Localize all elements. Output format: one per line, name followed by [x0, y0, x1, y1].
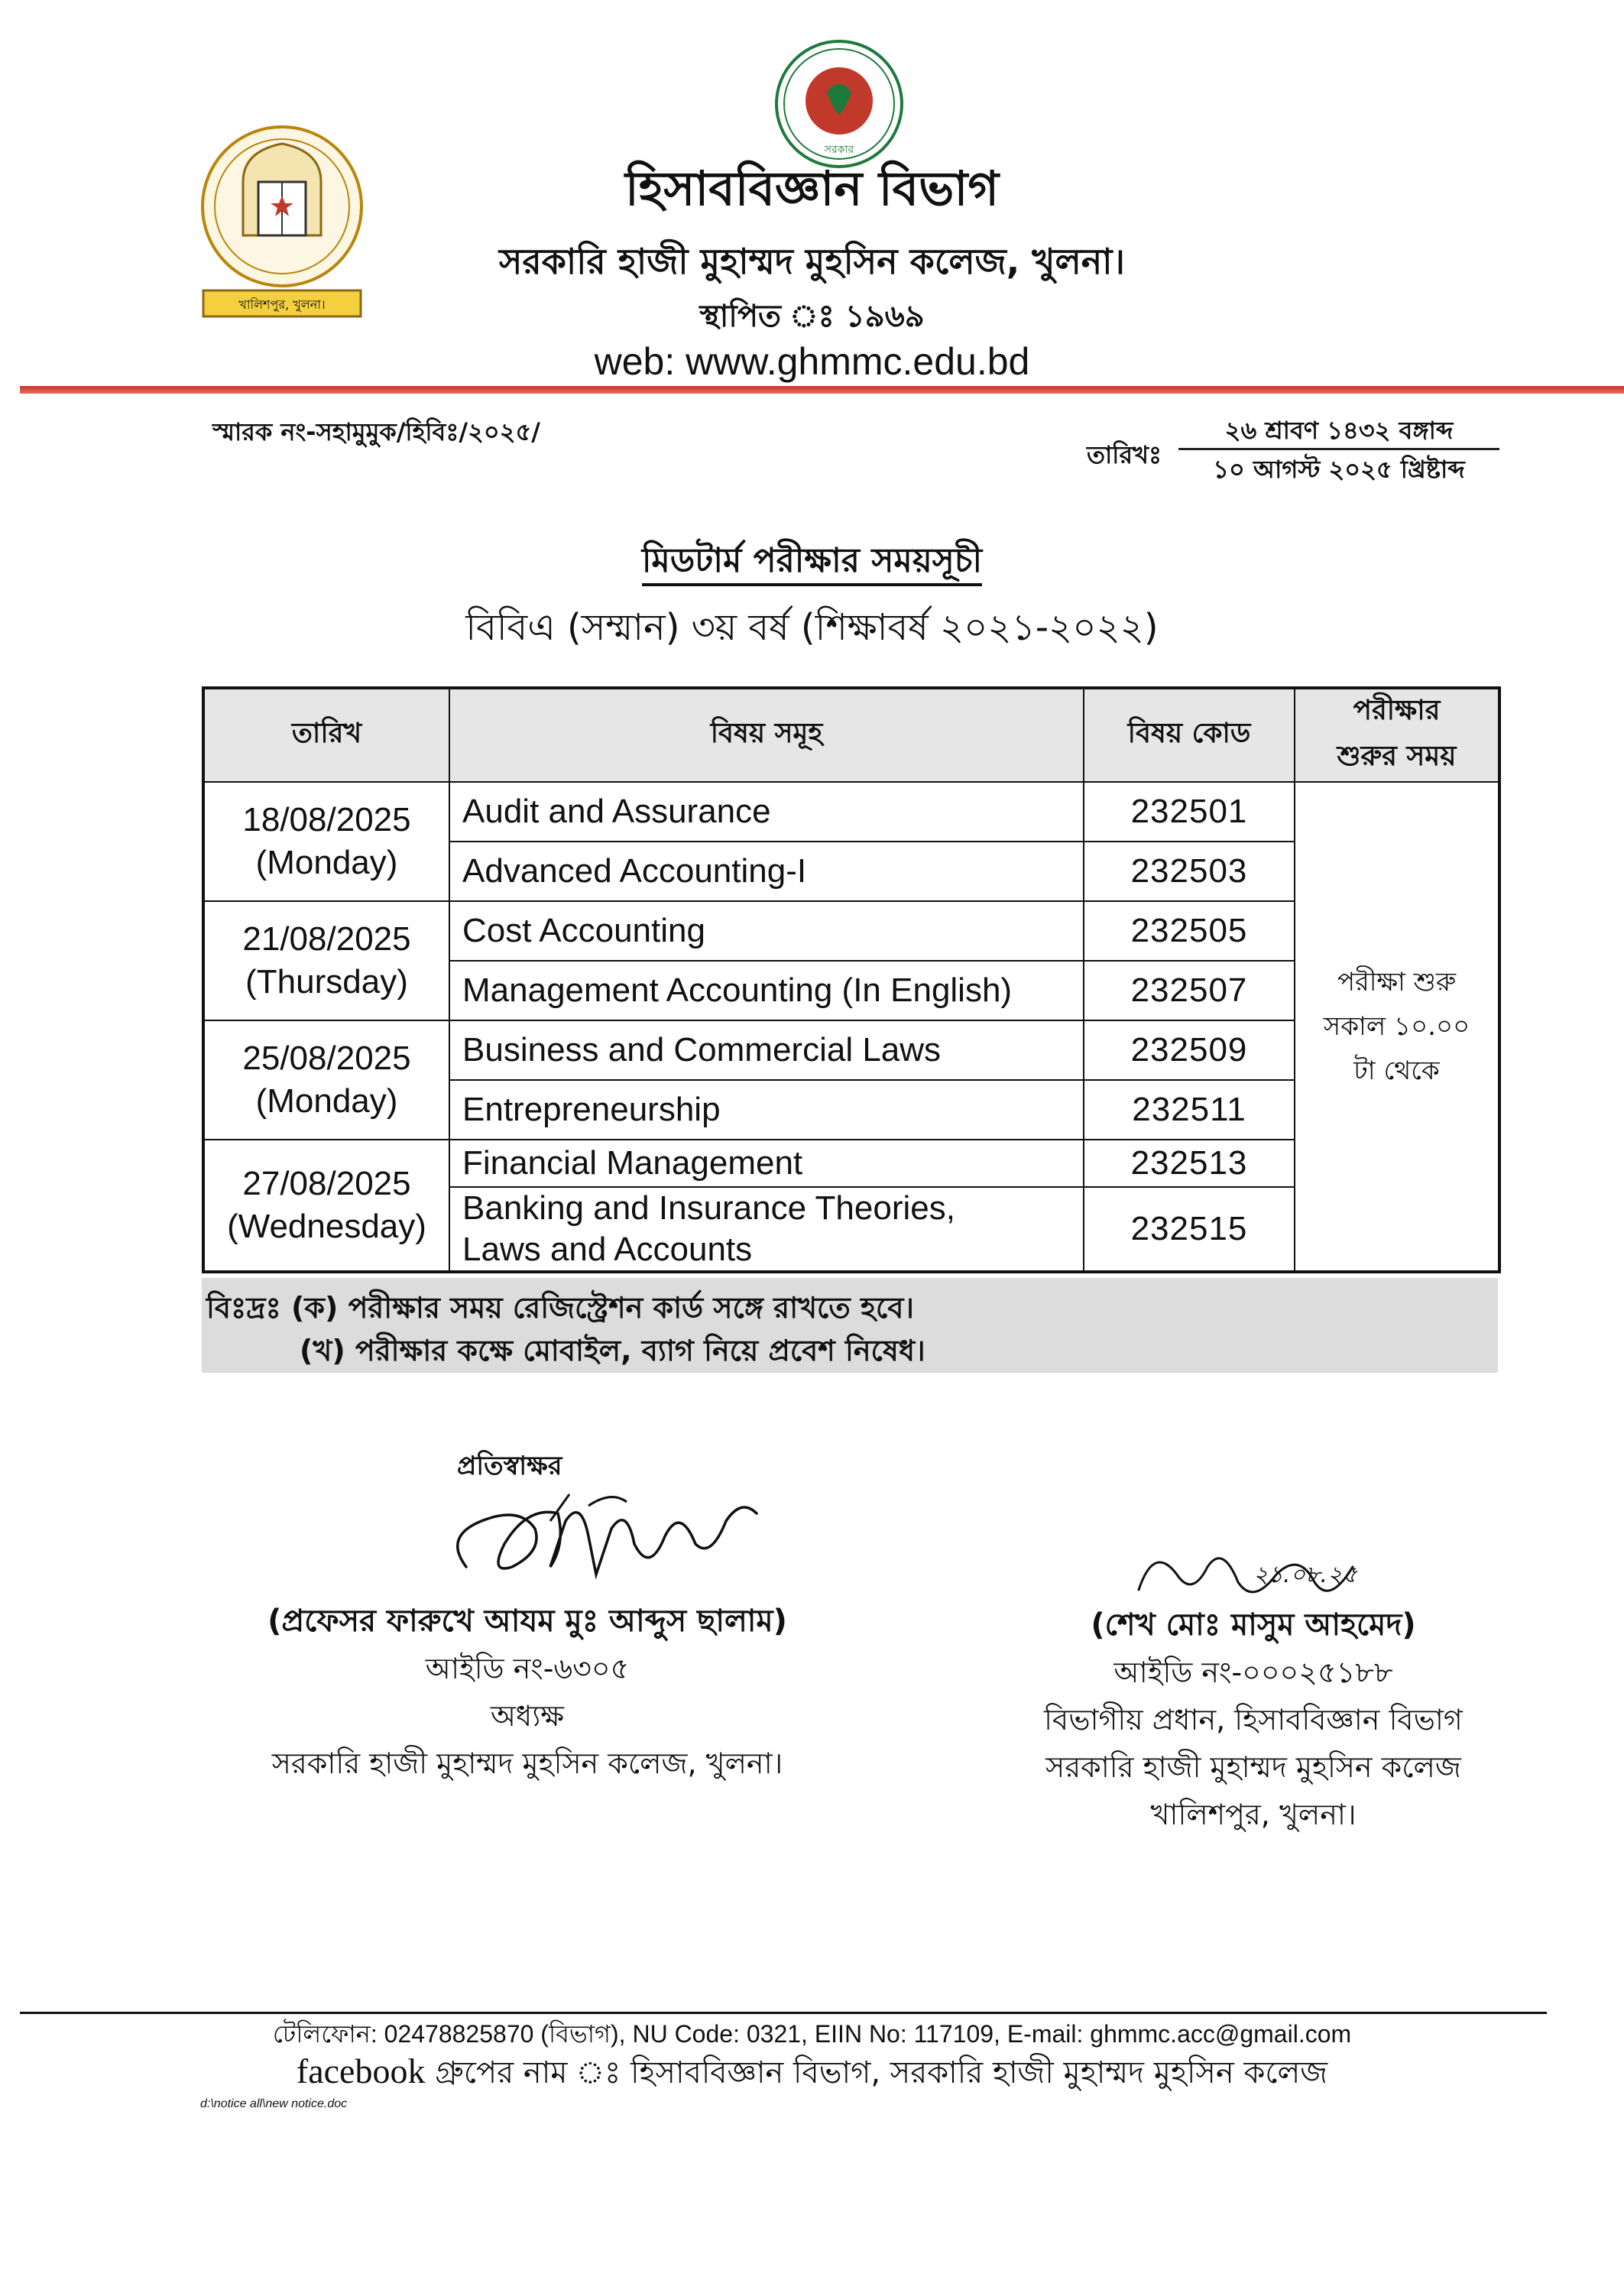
footer-divider	[20, 2012, 1547, 2014]
date-cell	[203, 1140, 449, 1272]
date-bangla: ২৬ শ্রাবণ ১৪৩২ বঙ্গাব্দ	[1224, 416, 1454, 445]
principal-institution: সরকারি হাজী মুহাম্মদ মুহসিন কলেজ, খুলনা।	[271, 1747, 783, 1780]
program-line: বিবিএ (সম্মান) ৩য় বর্ষ (শিক্ষাবর্ষ ২০২১-২০২২)	[465, 606, 1159, 649]
logo-caption: খালিশপুর, খুলনা।	[238, 297, 326, 312]
subject-name: Audit and Assurance	[449, 782, 1084, 842]
memo-reference: স্মারক নং-সহামুমুক/হিবিঃ/২০২৫/	[212, 417, 540, 446]
countersign-label: প্রতিস্বাক্ষর	[457, 1451, 562, 1481]
column-header-date: তারিখ	[203, 688, 449, 782]
established-year: স্থাপিত ঃ ১৯৬৯	[699, 299, 925, 334]
seal-text: সরকার	[824, 144, 854, 156]
exam-day: (Monday)	[255, 1082, 398, 1120]
subject-name-line1: Banking and Insurance Theories,	[462, 1189, 955, 1227]
start-time-cell	[1295, 782, 1499, 1272]
exam-day: (Wednesday)	[227, 1208, 426, 1245]
start-time-header-line2: শুরুর সময়	[1337, 741, 1457, 772]
exam-date: 21/08/2025	[242, 920, 411, 958]
start-time-line3: টা থেকে	[1353, 1056, 1440, 1086]
subject-name: Management Accounting (In English)	[449, 961, 1084, 1020]
exam-date: 18/08/2025	[242, 801, 411, 838]
note-b: (খ) পরীক্ষার কক্ষে মোবাইল, ব্যাগ নিয়ে প্রবেশ নিষেধ।	[300, 1334, 925, 1367]
head-id: আইডি নং-০০০২৫১৮৮	[1113, 1656, 1393, 1689]
exam-day: (Thursday)	[245, 963, 408, 1001]
subject-code: 232503	[1084, 842, 1295, 901]
column-header-code: বিষয় কোড	[1084, 688, 1295, 782]
head-location: খালিশপুর, খুলনা।	[1150, 1798, 1357, 1831]
subject-name: Advanced Accounting-I	[449, 842, 1084, 901]
table-row	[203, 782, 1499, 842]
start-time-line1: পরীক্ষা শুরু	[1337, 967, 1457, 997]
principal-name: (প্রফেসর ফারুখে আযম মুঃ আব্দুস ছালাম)	[267, 1604, 787, 1639]
subject-code: 232501	[1084, 782, 1295, 842]
head-title: বিভাগীয় প্রধান, হিসাববিজ্ঞান বিভাগ	[1044, 1703, 1463, 1737]
date-cell	[203, 901, 449, 1020]
subject-name: Cost Accounting	[449, 901, 1084, 961]
start-time-line2: সকাল ১০.০০	[1323, 1011, 1470, 1042]
file-path: d:\notice all\new notice.doc	[200, 2097, 348, 2110]
head-signatory-block	[909, 1601, 1597, 1838]
exam-day: (Monday)	[255, 844, 398, 881]
column-header-subjects: বিষয় সমূহ	[449, 688, 1084, 782]
subject-name: Entrepreneurship	[449, 1080, 1084, 1140]
principal-title: অধ্যক্ষ	[490, 1699, 564, 1733]
college-name: সরকারি হাজী মুহাম্মদ মুহসিন কলেজ, খুলনা।	[499, 241, 1125, 282]
date-box	[1178, 413, 1499, 488]
department-title: হিসাববিজ্ঞান বিভাগ	[625, 161, 999, 216]
note-a: বিঃদ্রঃ (ক) পরীক্ষার সময় রেজিস্ট্রেশন কার্ড সঙ্গে রাখতে হবে।	[206, 1291, 915, 1325]
header-divider	[20, 386, 1624, 394]
website-url[interactable]: web: www.ghmmc.edu.bd	[594, 340, 1030, 383]
exam-date: 27/08/2025	[242, 1165, 411, 1202]
subject-code: 232515	[1084, 1187, 1295, 1272]
subject-code: 232513	[1084, 1140, 1295, 1187]
signature-date: ২১.০৮.২৫	[1253, 1562, 1357, 1588]
head-name: (শেখ মোঃ মাসুম আহমেদ)	[1091, 1607, 1416, 1643]
start-time-header-line1: পরীক্ষার	[1353, 695, 1441, 726]
principal-id: আইডি নং-৬৩০৫	[425, 1652, 630, 1685]
exam-date: 25/08/2025	[242, 1039, 411, 1077]
schedule-title	[0, 535, 1624, 591]
exam-schedule-table	[202, 686, 1501, 1273]
facebook-word: facebook	[296, 2051, 426, 2090]
footer-facebook	[0, 2048, 1624, 2100]
subject-code: 232505	[1084, 901, 1295, 961]
principal-signature	[436, 1475, 802, 1597]
subject-name-line2: Laws and Accounts	[462, 1231, 753, 1268]
column-header-start-time	[1295, 688, 1499, 782]
schedule-title-text: মিডটার্ম পরীক্ষার সময়সূচী	[642, 541, 982, 586]
subject-code: 232507	[1084, 961, 1295, 1020]
date-cell	[203, 782, 449, 901]
subject-code: 232511	[1084, 1080, 1295, 1140]
subject-name	[449, 1187, 1084, 1272]
notes-box	[202, 1278, 1498, 1373]
facebook-group-text: গ্রুপের নাম ঃ হিসাববিজ্ঞান বিভাগ, সরকারি হাজী মুহাম্মদ মুহসিন কলেজ	[425, 2055, 1328, 2090]
table-header-row	[203, 688, 1499, 782]
subject-name: Business and Commercial Laws	[449, 1020, 1084, 1080]
government-seal	[773, 38, 905, 170]
subject-name: Financial Management	[449, 1140, 1084, 1187]
footer-contact: টেলিফোন: 02478825870 (বিভাগ), NU Code: 0321, EIIN No: 117109, E-mail: ghmmc.acc@gmail.com	[272, 2020, 1352, 2048]
date-english: ১০ আগস্ট ২০২৫ খ্রিষ্টাব্দ	[1213, 455, 1465, 484]
head-institution: সরকারি হাজী মুহাম্মদ মুহসিন কলেজ	[1045, 1750, 1461, 1784]
date-label: তারিখঃ	[1087, 440, 1162, 469]
principal-signatory-block	[183, 1597, 871, 1787]
date-cell	[203, 1020, 449, 1140]
subject-code: 232509	[1084, 1020, 1295, 1080]
